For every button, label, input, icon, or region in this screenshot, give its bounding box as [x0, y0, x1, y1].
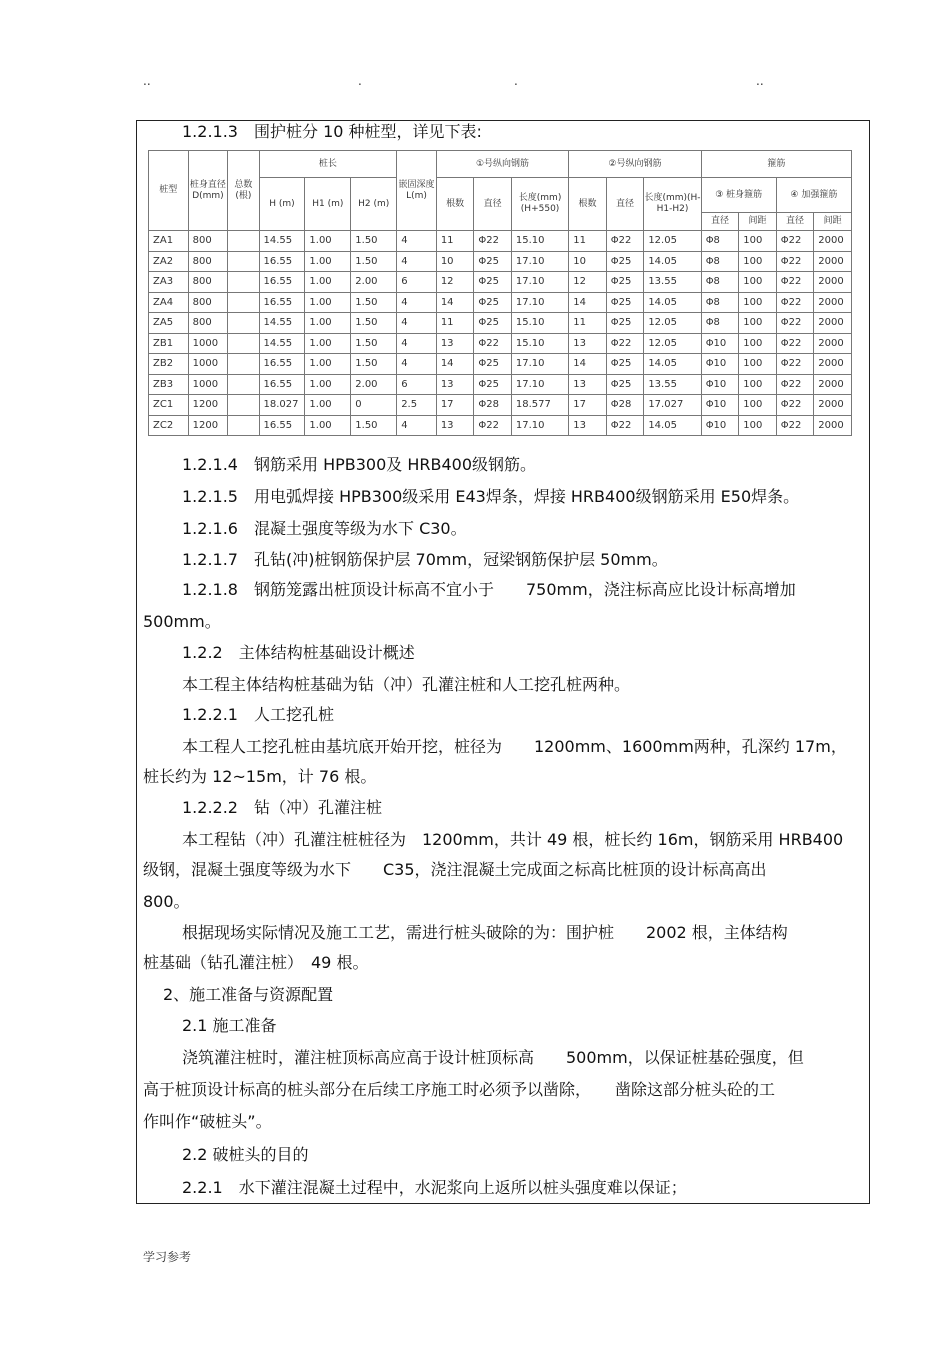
- table-cell: 13: [436, 415, 474, 436]
- table-cell: Φ25: [474, 313, 512, 334]
- table-cell: 4: [397, 313, 437, 334]
- col-type: 桩型: [149, 151, 189, 231]
- col-dia-2: 直径: [606, 178, 644, 231]
- table-cell: 1.50: [351, 354, 397, 375]
- table-cell: 800: [188, 313, 228, 334]
- table-cell: Φ22: [606, 231, 644, 252]
- col-sub-s3p: 间距: [739, 213, 777, 231]
- col-dia-1: 直径: [474, 178, 512, 231]
- table-row: [149, 231, 852, 252]
- body-paragraph: 1.2.2.2 钻（冲）孔灌注桩: [182, 798, 382, 817]
- table-cell: 1.00: [305, 374, 351, 395]
- table-cell: 15.10: [511, 313, 568, 334]
- table-cell: Φ22: [606, 415, 644, 436]
- table-cell: Φ8: [701, 292, 739, 313]
- table-cell: Φ22: [776, 231, 814, 252]
- table-cell: 13: [436, 333, 474, 354]
- col-sub-s3d: 直径: [701, 213, 739, 231]
- table-cell: Φ22: [776, 292, 814, 313]
- table-row: [149, 354, 852, 375]
- body-paragraph: 2.2 破桩头的目的: [182, 1145, 309, 1164]
- table-cell: 2000: [814, 292, 852, 313]
- table-cell: Φ10: [701, 415, 739, 436]
- body-paragraph: 本工程人工挖孔桩由基坑底开始开挖，桩径为 1200mm、1600mm两种，孔深约 17m，: [182, 737, 847, 756]
- body-paragraph: 浇筑灌注桩时，灌注桩顶标高应高于设计桩顶标高 500mm，以保证桩基砼强度，但: [182, 1048, 804, 1067]
- table-cell: 100: [739, 313, 777, 334]
- table-cell: 12.05: [644, 313, 701, 334]
- table-cell: Φ22: [776, 395, 814, 416]
- table-cell: 1.50: [351, 251, 397, 272]
- table-cell: 100: [739, 251, 777, 272]
- col-len-1: 长度(mm)(H+550): [511, 178, 568, 231]
- body-paragraph: 本工程钻（冲）孔灌注桩桩径为 1200mm，共计 49 根，桩长约 16m，钢筋采用 HRB400: [182, 830, 844, 849]
- table-cell: 4: [397, 415, 437, 436]
- table-cell: 1.50: [351, 231, 397, 252]
- table-cell: 100: [739, 231, 777, 252]
- table-cell: 17.10: [511, 292, 568, 313]
- col-embed: 嵌固深度L(m): [397, 151, 437, 231]
- table-cell: 11: [436, 313, 474, 334]
- table-cell: Φ25: [474, 251, 512, 272]
- table-cell: Φ22: [776, 251, 814, 272]
- table-cell: 100: [739, 395, 777, 416]
- table-cell: Φ22: [606, 333, 644, 354]
- table-cell: 16.55: [259, 292, 305, 313]
- table-cell: 13: [569, 415, 607, 436]
- table-cell: 14.05: [644, 292, 701, 313]
- table-cell: Φ25: [474, 292, 512, 313]
- table-cell: 2000: [814, 333, 852, 354]
- table-cell: 1000: [188, 333, 228, 354]
- body-paragraph: 1.2.1.5 用电弧焊接 HPB300级采用 E43焊条，焊接 HRB400级钢筋采用 E50焊条。: [182, 487, 800, 506]
- table-cell: 13: [436, 374, 474, 395]
- table-cell: 2000: [814, 354, 852, 375]
- table-cell: 18.577: [511, 395, 568, 416]
- table-title: 1.2.1.3 围护桩分 10 种桩型，详见下表:: [182, 122, 482, 141]
- table-cell: Φ22: [776, 415, 814, 436]
- col-stirrup-3: ③ 桩身箍筋: [701, 178, 776, 213]
- table-cell: 1.00: [305, 251, 351, 272]
- body-paragraph: 1.2.2 主体结构桩基础设计概述: [182, 643, 415, 662]
- table-cell: Φ25: [606, 374, 644, 395]
- col-group-3: 箍筋: [701, 151, 851, 178]
- col-sub-s4d: 直径: [776, 213, 814, 231]
- col-diameter: 桩身直径D(mm): [188, 151, 228, 231]
- table-cell: ZA1: [149, 231, 189, 252]
- table-cell: 2000: [814, 374, 852, 395]
- body-paragraph: 桩长约为 12~15m，计 76 根。: [143, 767, 377, 786]
- col-group-1: ①号纵向钢筋: [436, 151, 568, 178]
- table-cell: 2000: [814, 415, 852, 436]
- table-cell: 1.00: [305, 395, 351, 416]
- body-paragraph: 根据现场实际情况及施工工艺，需进行桩头破除的为：围护桩 2002 根，主体结构: [182, 923, 788, 942]
- table-cell: 13: [569, 333, 607, 354]
- table-cell: 14.55: [259, 231, 305, 252]
- table-cell: 14.05: [644, 354, 701, 375]
- table-cell: 2000: [814, 231, 852, 252]
- table-cell: 2.00: [351, 272, 397, 293]
- table-cell: 1.00: [305, 272, 351, 293]
- table-cell: 4: [397, 292, 437, 313]
- table-cell: 17: [569, 395, 607, 416]
- table-cell: 800: [188, 251, 228, 272]
- table-cell: 100: [739, 374, 777, 395]
- table-cell: Φ8: [701, 251, 739, 272]
- table-row: [149, 292, 852, 313]
- table-cell: 17.027: [644, 395, 701, 416]
- body-paragraph: 1.2.1.7 孔钻(冲)桩钢筋保护层 70mm，冠梁钢筋保护层 50mm。: [182, 550, 668, 569]
- col-length: 桩长: [259, 151, 397, 178]
- table-cell: 12: [569, 272, 607, 293]
- table-cell: 2000: [814, 313, 852, 334]
- table-cell: 1.00: [305, 333, 351, 354]
- table-cell: ZA4: [149, 292, 189, 313]
- table-cell: Φ25: [606, 272, 644, 293]
- table-cell: 16.55: [259, 272, 305, 293]
- body-paragraph: 本工程主体结构桩基础为钻（冲）孔灌注桩和人工挖孔桩两种。: [182, 675, 631, 694]
- table-cell: [228, 415, 259, 436]
- table-cell: Φ22: [474, 415, 512, 436]
- table-cell: 1.50: [351, 313, 397, 334]
- table-cell: 10: [436, 251, 474, 272]
- col-H1: H1 (m): [305, 178, 351, 231]
- table-cell: [228, 354, 259, 375]
- table-cell: 17.10: [511, 251, 568, 272]
- table-cell: 14.05: [644, 251, 701, 272]
- table-cell: Φ22: [776, 313, 814, 334]
- table-cell: 13: [569, 374, 607, 395]
- table-cell: Φ28: [474, 395, 512, 416]
- table-row: [149, 395, 852, 416]
- header-mark: .: [514, 74, 518, 88]
- table-cell: 14.55: [259, 333, 305, 354]
- body-paragraph: 1.2.1.4 钢筋采用 HPB300及 HRB400级钢筋。: [182, 455, 537, 474]
- table-cell: Φ10: [701, 395, 739, 416]
- table-cell: 1.00: [305, 313, 351, 334]
- table-cell: [228, 374, 259, 395]
- table-cell: 1000: [188, 354, 228, 375]
- body-paragraph: 1.2.1.8 钢筋笼露出桩顶设计标高不宜小于 750mm，浇注标高应比设计标高增加: [182, 580, 796, 599]
- table-cell: 15.10: [511, 333, 568, 354]
- table-cell: 4: [397, 231, 437, 252]
- table-cell: 16.55: [259, 354, 305, 375]
- body-paragraph: 800。: [143, 892, 190, 911]
- table-cell: 1.00: [305, 354, 351, 375]
- table-cell: 800: [188, 272, 228, 293]
- table-cell: 0: [351, 395, 397, 416]
- table-cell: Φ10: [701, 333, 739, 354]
- table-cell: 2.00: [351, 374, 397, 395]
- table-cell: 1.00: [305, 231, 351, 252]
- body-paragraph: 高于桩顶设计标高的桩头部分在后续工序施工时必须予以凿除， 凿除这部分桩头砼的工: [143, 1080, 776, 1099]
- table-cell: 2000: [814, 395, 852, 416]
- table-cell: Φ22: [776, 354, 814, 375]
- table-cell: Φ25: [606, 313, 644, 334]
- col-H: H (m): [259, 178, 305, 231]
- body-paragraph: 作叫作“破桩头”。: [143, 1112, 272, 1131]
- table-cell: 10: [569, 251, 607, 272]
- table-row: [149, 374, 852, 395]
- table-cell: 4: [397, 333, 437, 354]
- body-paragraph: 1.2.2.1 人工挖孔桩: [182, 705, 334, 724]
- table-cell: 4: [397, 354, 437, 375]
- table-cell: 6: [397, 272, 437, 293]
- body-paragraph: 2、施工准备与资源配置: [163, 985, 334, 1004]
- table-cell: 1.50: [351, 292, 397, 313]
- table-cell: 1200: [188, 415, 228, 436]
- col-H2: H2 (m): [351, 178, 397, 231]
- table-cell: 1.50: [351, 415, 397, 436]
- table-cell: [228, 313, 259, 334]
- body-paragraph: 1.2.1.6 混凝土强度等级为水下 C30。: [182, 519, 467, 538]
- table-cell: 11: [569, 231, 607, 252]
- table-cell: Φ8: [701, 272, 739, 293]
- table-cell: Φ22: [776, 333, 814, 354]
- table-cell: Φ22: [776, 272, 814, 293]
- table-row: [149, 415, 852, 436]
- table-cell: Φ25: [474, 354, 512, 375]
- table-cell: [228, 272, 259, 293]
- table-cell: 12: [436, 272, 474, 293]
- table-cell: 1.00: [305, 292, 351, 313]
- table-cell: 15.10: [511, 231, 568, 252]
- table-cell: Φ22: [776, 374, 814, 395]
- table-cell: 17: [436, 395, 474, 416]
- table-cell: Φ8: [701, 313, 739, 334]
- table-cell: 17.10: [511, 354, 568, 375]
- table-cell: 16.55: [259, 415, 305, 436]
- table-cell: [228, 251, 259, 272]
- table-cell: [228, 333, 259, 354]
- table-cell: 1.50: [351, 333, 397, 354]
- table-cell: Φ10: [701, 374, 739, 395]
- col-stirrup-4: ④ 加强箍筋: [776, 178, 851, 213]
- table-cell: ZB3: [149, 374, 189, 395]
- table-cell: ZB2: [149, 354, 189, 375]
- table-cell: Φ25: [606, 251, 644, 272]
- col-len-2: 长度(mm)(H-H1-H2): [644, 178, 701, 231]
- table-row: [149, 313, 852, 334]
- table-cell: 14: [436, 354, 474, 375]
- col-total: 总数(根): [228, 151, 259, 231]
- table-cell: ZC1: [149, 395, 189, 416]
- table-row: [149, 333, 852, 354]
- col-group-2: ②号纵向钢筋: [569, 151, 701, 178]
- table-cell: 14.55: [259, 313, 305, 334]
- table-cell: 14: [569, 292, 607, 313]
- table-cell: [228, 231, 259, 252]
- table-cell: 800: [188, 231, 228, 252]
- table-row: [149, 272, 852, 293]
- table-cell: 14.05: [644, 415, 701, 436]
- header-mark: .: [358, 74, 362, 88]
- table-cell: ZA3: [149, 272, 189, 293]
- table-cell: 13.55: [644, 374, 701, 395]
- table-cell: 18.027: [259, 395, 305, 416]
- table-cell: Φ28: [606, 395, 644, 416]
- table-cell: 100: [739, 333, 777, 354]
- table-cell: Φ22: [474, 231, 512, 252]
- table-cell: ZA2: [149, 251, 189, 272]
- table-cell: Φ25: [474, 272, 512, 293]
- table-cell: Φ22: [474, 333, 512, 354]
- table-cell: ZB1: [149, 333, 189, 354]
- table-cell: 16.55: [259, 251, 305, 272]
- table-row: [149, 251, 852, 272]
- table-cell: ZA5: [149, 313, 189, 334]
- table-cell: 17.10: [511, 415, 568, 436]
- table-cell: 14: [569, 354, 607, 375]
- table-cell: 100: [739, 415, 777, 436]
- table-cell: 2000: [814, 251, 852, 272]
- table-cell: Φ25: [606, 354, 644, 375]
- footer-note: 学习参考: [143, 1250, 192, 1264]
- table-cell: 1000: [188, 374, 228, 395]
- col-sub-s4p: 间距: [814, 213, 852, 231]
- table-cell: Φ8: [701, 231, 739, 252]
- body-paragraph: 桩基础（钻孔灌注桩） 49 根。: [143, 953, 369, 972]
- table-cell: 100: [739, 354, 777, 375]
- table-cell: 1200: [188, 395, 228, 416]
- col-count-1: 根数: [436, 178, 474, 231]
- table-cell: 1.00: [305, 415, 351, 436]
- table-cell: 12.05: [644, 333, 701, 354]
- table-cell: 17.10: [511, 272, 568, 293]
- pile-table-wrap: [148, 150, 852, 440]
- header-mark: ..: [756, 74, 764, 88]
- table-cell: 2000: [814, 272, 852, 293]
- table-cell: 11: [436, 231, 474, 252]
- table-cell: ZC2: [149, 415, 189, 436]
- table-cell: 14: [436, 292, 474, 313]
- table-cell: [228, 292, 259, 313]
- body-paragraph: 500mm。: [143, 612, 221, 631]
- header-mark: ..: [143, 74, 151, 88]
- table-cell: 6: [397, 374, 437, 395]
- table-cell: 100: [739, 272, 777, 293]
- table-cell: 12.05: [644, 231, 701, 252]
- table-cell: Φ10: [701, 354, 739, 375]
- table-cell: [228, 395, 259, 416]
- table-cell: 800: [188, 292, 228, 313]
- table-cell: 13.55: [644, 272, 701, 293]
- body-paragraph: 2.1 施工准备: [182, 1016, 277, 1035]
- table-cell: 100: [739, 292, 777, 313]
- body-paragraph: 级钢，混凝土强度等级为水下 C35，浇注混凝土完成面之标高比桩顶的设计标高高出: [143, 860, 767, 879]
- pile-type-table: [148, 150, 852, 436]
- table-cell: Φ25: [606, 292, 644, 313]
- table-cell: 17.10: [511, 374, 568, 395]
- table-cell: 2.5: [397, 395, 437, 416]
- table-cell: 4: [397, 251, 437, 272]
- table-cell: 11: [569, 313, 607, 334]
- table-cell: Φ25: [474, 374, 512, 395]
- body-paragraph: 2.2.1 水下灌注混凝土过程中，水泥浆向上返所以桩头强度难以保证；: [182, 1178, 687, 1197]
- col-count-2: 根数: [569, 178, 607, 231]
- table-cell: 16.55: [259, 374, 305, 395]
